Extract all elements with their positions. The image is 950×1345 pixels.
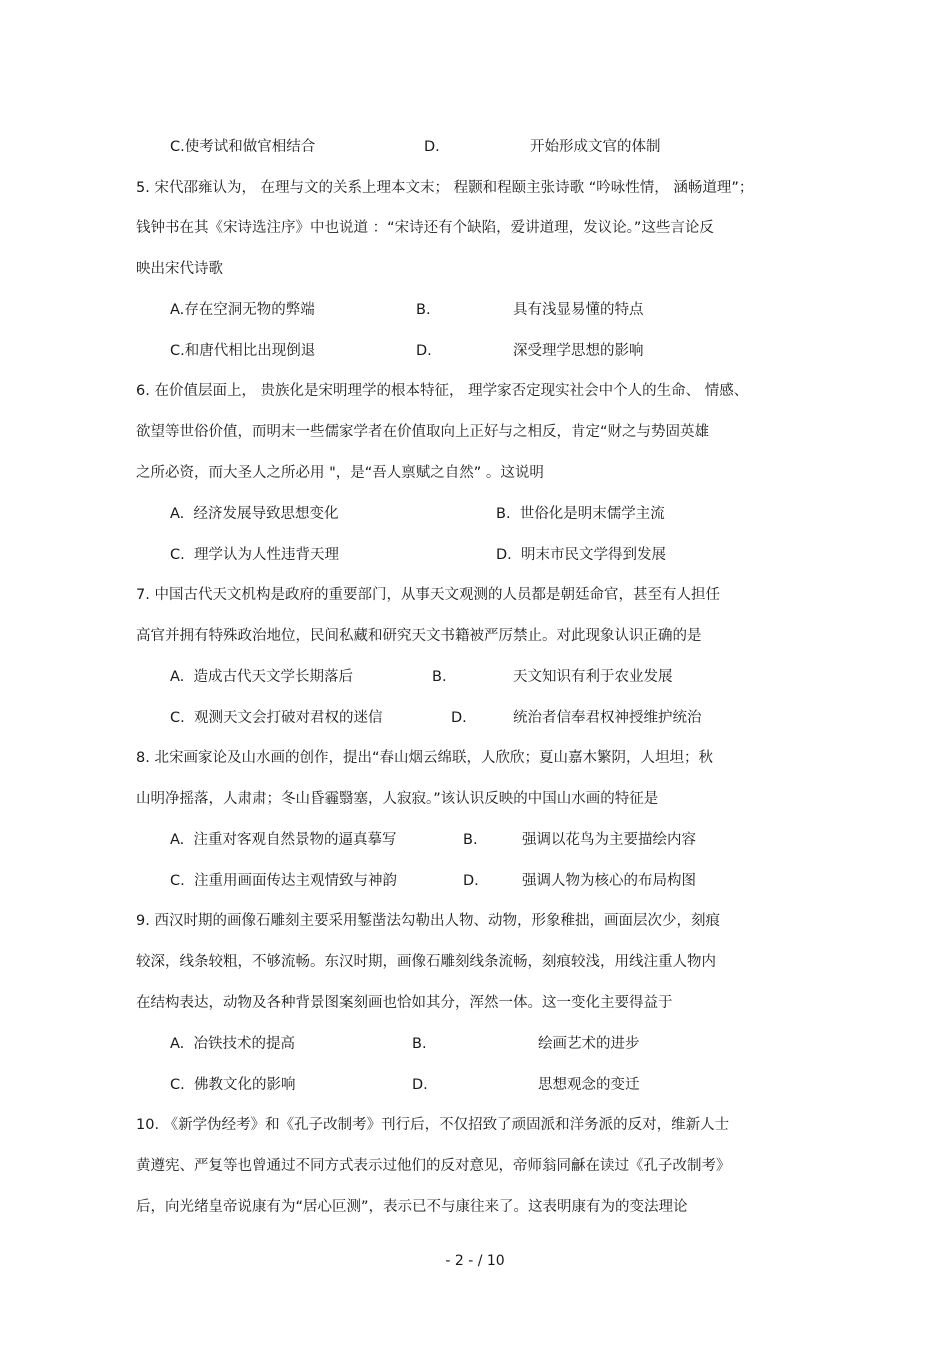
q6-stem-line-3: 之所必资，而大圣人之所必用 "，是“吾人禀赋之自然” 。这说明 xyxy=(136,465,544,481)
q9-option-c: C. 佛教文化的影响 xyxy=(170,1077,296,1093)
q7-option-c: C. 观测天文会打破对君权的迷信 xyxy=(170,710,383,726)
carryover-option-c: C.使考试和做官相结合 xyxy=(170,139,316,155)
q5-option-d-letter: D. xyxy=(416,343,432,359)
q5-option-b-letter: B. xyxy=(416,302,431,318)
q8-stem-line-2: 山明净摇落，人肃肃；冬山昏霾翳塞，人寂寂。”该认识反映的中国山水画的特征是 xyxy=(136,791,659,807)
q6-stem-line-1: 6. 在价值层面上， 贵族化是宋明理学的根本特征， 理学家否定现实社会中个人的生命、 情感、 xyxy=(136,383,749,399)
q5-option-b-text: 具有浅显易懂的特点 xyxy=(513,302,644,318)
q5-option-d-text: 深受理学思想的影响 xyxy=(513,343,644,359)
q7-option-d-text: 统治者信奉君权神授维护统治 xyxy=(513,710,702,726)
q9-stem-line-2: 较深，线条较粗，不够流畅。东汉时期，画像石雕刻线条流畅，刻痕较浅，用线注重人物内 xyxy=(136,954,716,970)
q9-option-b-text: 绘画艺术的进步 xyxy=(538,1036,640,1052)
q9-option-a: A. 冶铁技术的提高 xyxy=(170,1036,295,1052)
q9-option-b-letter: B. xyxy=(412,1036,427,1052)
q9-option-d-text: 思想观念的变迁 xyxy=(538,1077,640,1093)
q8-option-d-letter: D. xyxy=(463,873,479,889)
q10-stem-line-3: 后，向光绪皇帝说康有为“居心叵测”，表示已不与康往来了。这表明康有为的变法理论 xyxy=(136,1199,688,1215)
page-number: - 2 - / 10 xyxy=(445,1253,505,1269)
q8-option-d-text: 强调人物为核心的布局构图 xyxy=(522,873,696,889)
q6-stem-line-2: 欲望等世俗价值，而明末一些儒家学者在价值取向上正好与之相反，肯定“财之与势固英雄 xyxy=(136,424,710,440)
q5-option-a: A.存在空洞无物的弊端 xyxy=(170,302,315,318)
q10-stem-line-2: 黄遵宪、严复等也曾通过不同方式表示过他们的反对意见，帝师翁同龢在读过《孔子改制考》 xyxy=(136,1158,731,1174)
q6-option-a: A. 经济发展导致思想变化 xyxy=(170,506,339,522)
q7-stem-line-1: 7. 中国古代天文机构是政府的重要部门，从事天文观测的人员都是朝廷命官，甚至有人担任 xyxy=(136,587,720,603)
q9-option-d-letter: D. xyxy=(412,1077,428,1093)
q8-stem-line-1: 8. 北宋画家论及山水画的创作，提出“春山烟云绵联，人欣欣；夏山嘉木繁阴，人坦坦；秋 xyxy=(136,750,713,766)
q7-option-b-letter: B. xyxy=(432,669,447,685)
q8-option-c: C. 注重用画面传达主观情致与神韵 xyxy=(170,873,397,889)
q5-stem-line-2: 钱钟书在其《宋诗选注序》中也说道 ：“宋诗还有个缺陷，爱讲道理，发议论。”这些言论反 xyxy=(136,220,714,236)
q5-stem-line-1: 5. 宋代邵雍认为， 在理与文的关系上理本文末； 程颢和程颐主张诗歌 “吟咏性情， 涵畅道理”； xyxy=(136,180,754,196)
q8-option-b-text: 强调以花鸟为主要描绘内容 xyxy=(522,832,696,848)
q6-option-d: D. 明末市民文学得到发展 xyxy=(496,547,666,563)
q8-option-b-letter: B. xyxy=(463,832,478,848)
q10-stem-line-1: 10. 《新学伪经考》和《孔子改制考》刊行后，不仅招致了顽固派和洋务派的反对，维新人士 xyxy=(136,1117,730,1133)
carryover-option-d-letter: D. xyxy=(424,139,440,155)
q7-option-b-text: 天文知识有利于农业发展 xyxy=(513,669,673,685)
q9-stem-line-3: 在结构表达，动物及各种背景图案刻画也恰如其分，浑然一体。这一变化主要得益于 xyxy=(136,995,673,1011)
q5-stem-line-3: 映出宋代诗歌 xyxy=(136,261,223,277)
q7-option-d-letter: D. xyxy=(451,710,467,726)
q5-option-c: C.和唐代相比出现倒退 xyxy=(170,343,316,359)
q6-option-b: B. 世俗化是明末儒学主流 xyxy=(496,506,665,522)
q6-option-c: C. 理学认为人性违背天理 xyxy=(170,547,339,563)
q7-option-a: A. 造成古代天文学长期落后 xyxy=(170,669,353,685)
carryover-option-d-text: 开始形成文官的体制 xyxy=(530,139,661,155)
q9-stem-line-1: 9. 西汉时期的画像石雕刻主要采用錾凿法勾勒出人物、动物，形象稚拙，画面层次少，刻痕 xyxy=(136,913,720,929)
q8-option-a: A. 注重对客观自然景物的逼真摹写 xyxy=(170,832,397,848)
q7-stem-line-2: 高官并拥有特殊政治地位，民间私藏和研究天文书籍被严厉禁止。对此现象认识正确的是 xyxy=(136,628,702,644)
